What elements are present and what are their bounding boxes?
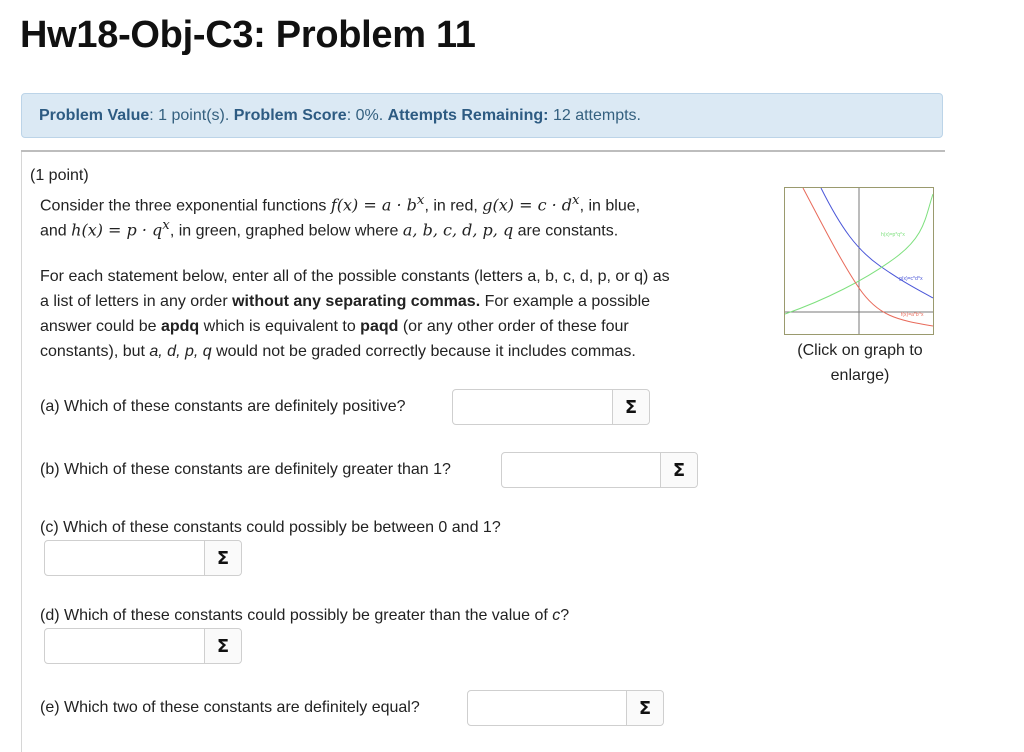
f-label: f(x)=a*b^x: [901, 312, 924, 318]
equation-editor-d-button[interactable]: Σ: [204, 629, 241, 663]
graph-svg: [785, 188, 933, 334]
intro-line-2: and $h(x) = p \cdot q^x$, in green, graphed below where a, b, c, d, p, q are constants.: [40, 218, 619, 240]
answer-b-input[interactable]: [502, 453, 669, 487]
equation-editor-e-button[interactable]: Σ: [626, 691, 663, 725]
h-label: h(x)=p*q^x: [881, 232, 905, 238]
answer-c-input[interactable]: [45, 541, 213, 575]
answer-c: [44, 540, 242, 576]
answer-d: [44, 628, 242, 664]
intro-line-1: Consider the three exponential functions $f(x) = a \cdot b^x$, in red, $g(x) = c \cdot d^x$, in blue,: [40, 193, 641, 215]
question-d: (d) Which of these constants could possibly be greater than the value of c?: [40, 607, 570, 624]
answer-a: [452, 389, 650, 425]
question-e: (e) Which two of these constants are definitely equal?: [40, 699, 420, 716]
graph-thumbnail[interactable]: [784, 187, 934, 335]
value-text: : 1 point(s).: [149, 107, 234, 124]
constants-list: a, b, c, d, p, q: [402, 220, 514, 240]
value-label: Problem Value: [39, 107, 150, 124]
answer-a-input[interactable]: [453, 390, 621, 424]
instructions-line-1: For each statement below, enter all of the possible constants (letters a, b, c, d, p, or q) as: [40, 268, 670, 285]
instructions-line-2: a list of letters in any order without any separating commas. For example a possible: [40, 293, 651, 310]
question-b: (b) Which of these constants are definitely greater than 1?: [40, 461, 451, 478]
page-title: Hw18-Obj-C3: Problem 11: [20, 14, 476, 56]
question-a: (a) Which of these constants are definitely positive?: [40, 398, 406, 415]
score-label: Problem Score: [233, 107, 347, 124]
g-formula: g(x) = c · d: [482, 195, 573, 215]
question-c: (c) Which of these constants could possibly be between 0 and 1?: [40, 519, 501, 536]
answer-e: [467, 690, 664, 726]
answer-d-input[interactable]: [45, 629, 213, 663]
answer-e-input[interactable]: [468, 691, 635, 725]
attempts-label: Attempts Remaining:: [387, 107, 549, 124]
f-formula: f(x) = a · b: [330, 195, 417, 215]
h-formula: h(x) = p · q: [71, 220, 163, 240]
equation-editor-c-button[interactable]: Σ: [204, 541, 241, 575]
point-value: (1 point): [30, 167, 89, 184]
score-text: : 0%.: [346, 107, 388, 124]
answer-b: [501, 452, 698, 488]
instructions-line-3: answer could be apdq which is equivalent to paqd (or any other order of these four: [40, 318, 629, 335]
instructions-line-4: constants), but a, d, p, q would not be graded correctly because it includes commas.: [40, 343, 636, 360]
equation-editor-b-button[interactable]: Σ: [660, 453, 697, 487]
g-label: g(x)=c*d^x: [899, 276, 923, 282]
equation-editor-a-button[interactable]: Σ: [612, 390, 649, 424]
attempts-text: 12 attempts.: [548, 107, 641, 124]
problem-info-banner: [21, 93, 943, 138]
graph-caption[interactable]: (Click on graph to enlarge): [797, 342, 923, 384]
